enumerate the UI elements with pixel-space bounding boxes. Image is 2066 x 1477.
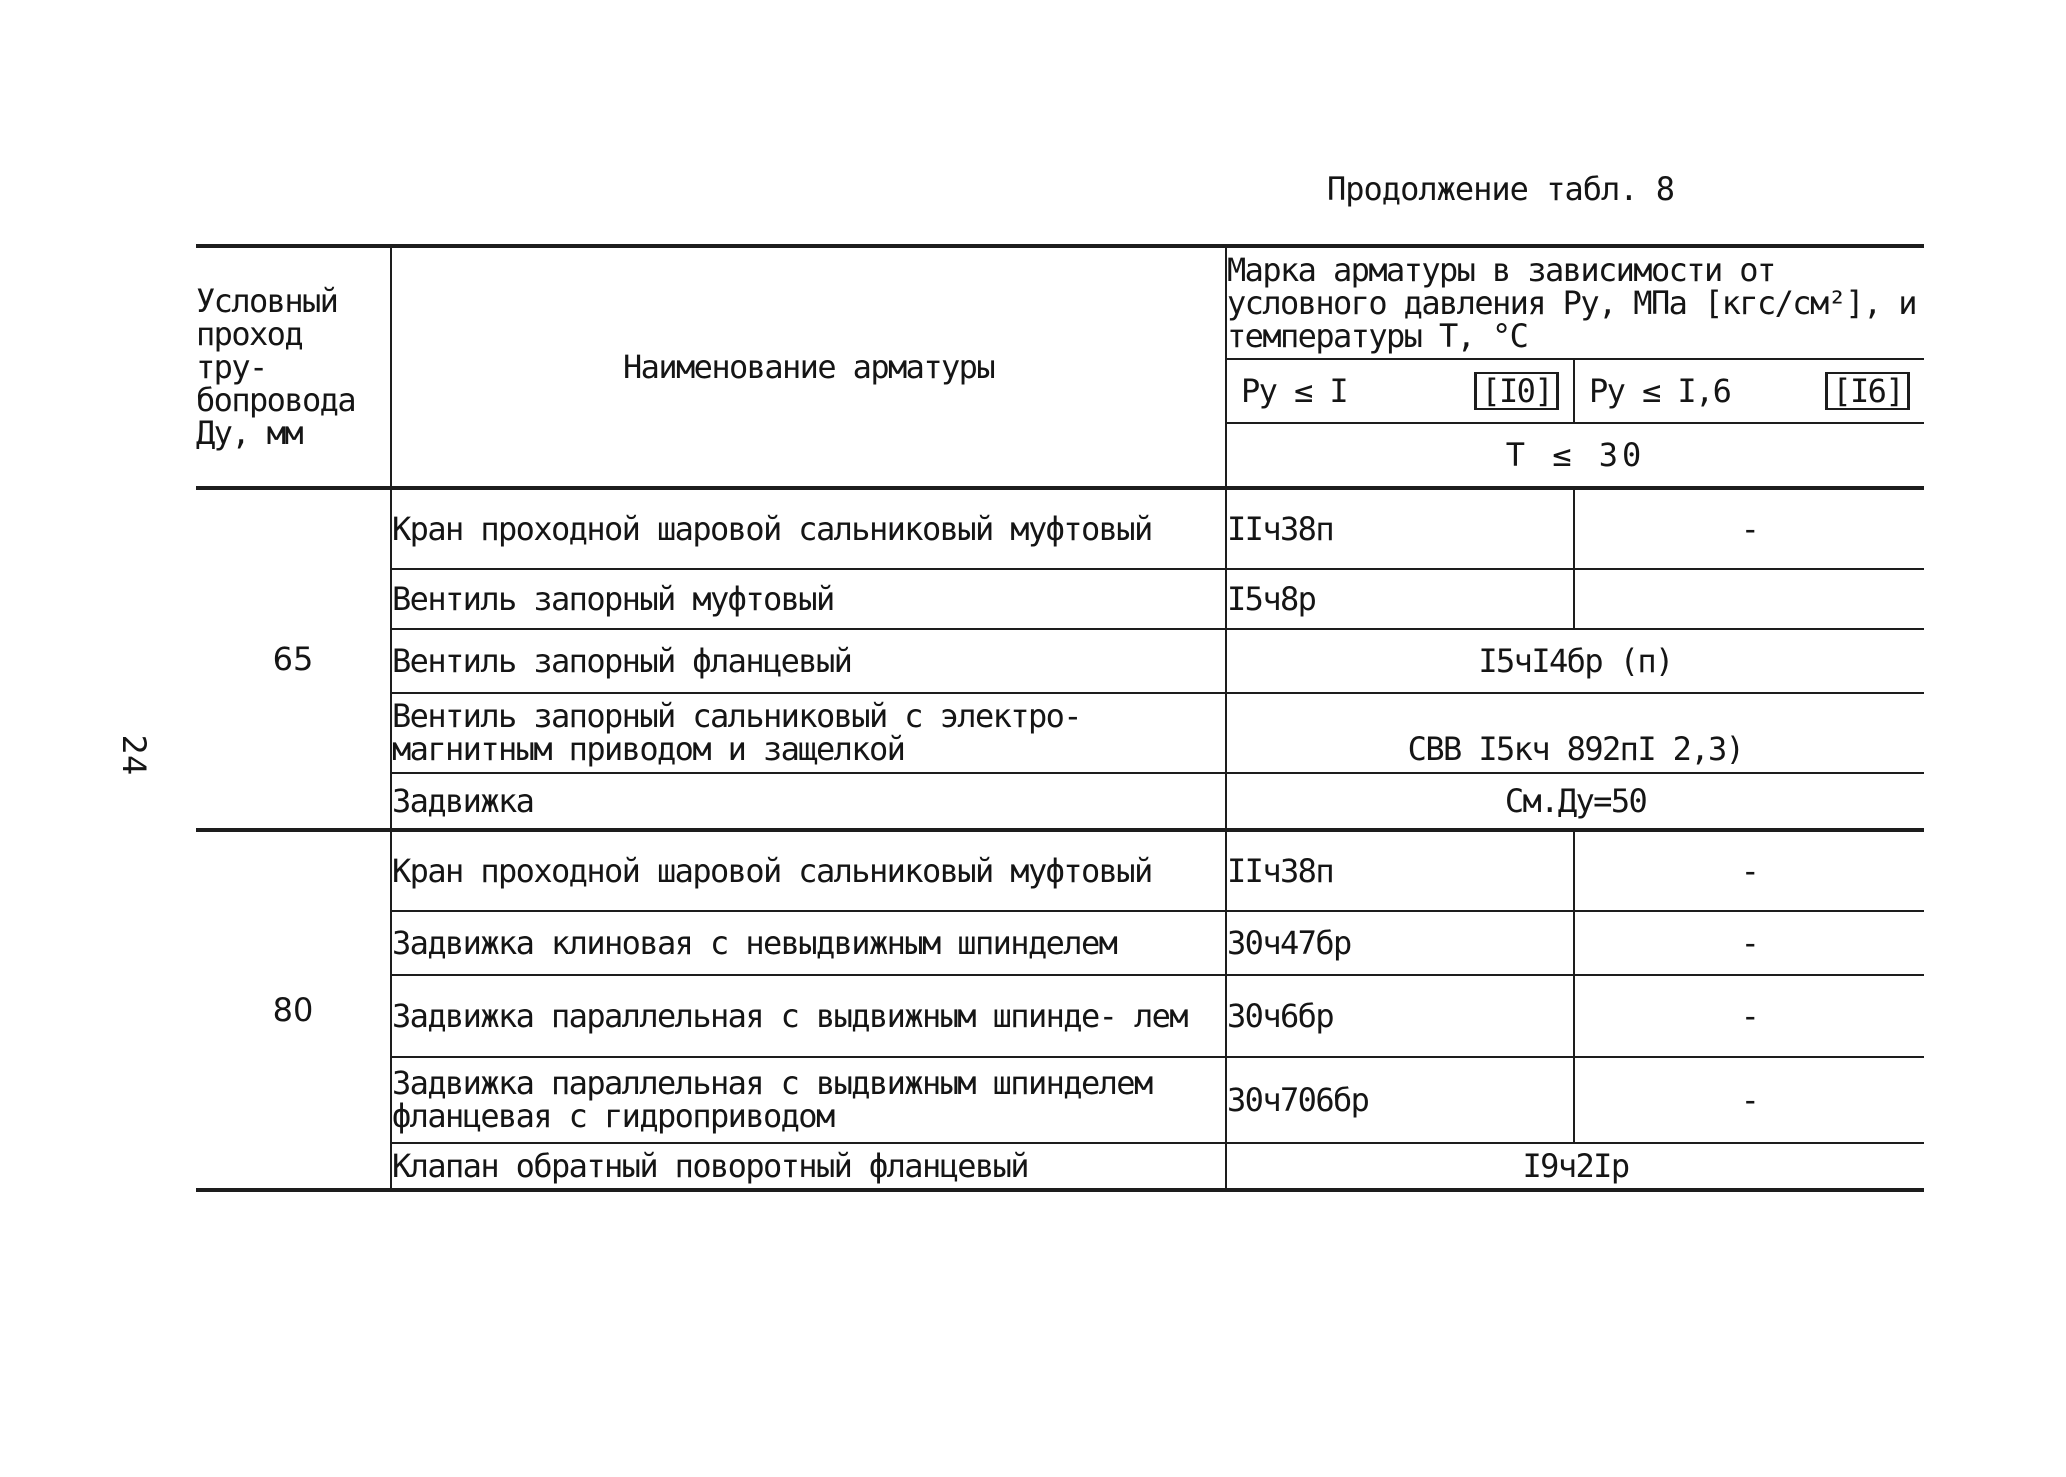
row-code-span: I9ч2Iр xyxy=(1226,1143,1924,1190)
row-name: Вентиль запорный фланцевый xyxy=(391,629,1226,693)
dn-65: 65 xyxy=(272,640,314,678)
table-caption: Продолжение табл. 8 xyxy=(1327,170,1675,208)
dn-80: 80 xyxy=(272,991,314,1029)
table-row xyxy=(196,629,1924,693)
table-row xyxy=(196,911,1924,975)
header-name: Наименование арматуры xyxy=(391,246,1226,488)
row-code-1: IIч38п xyxy=(1226,830,1574,911)
row-code-2: - xyxy=(1574,488,1924,569)
table-row xyxy=(196,1143,1924,1190)
row-name: Задвижка параллельная с выдвижным шпинде- лем xyxy=(391,975,1226,1057)
dn-value xyxy=(196,488,391,830)
header-pressure-2 xyxy=(1574,359,1924,423)
row-code-2 xyxy=(1574,569,1924,629)
pressure-2-label: Ру ≤ I,6 xyxy=(1589,372,1731,410)
table-row xyxy=(196,569,1924,629)
table-row xyxy=(196,975,1924,1057)
header-pressure-1 xyxy=(1226,359,1574,423)
row-code-1: IIч38п xyxy=(1226,488,1574,569)
row-name: Задвижка параллельная с выдвижным шпинделем фланцевая с гидроприводом xyxy=(391,1057,1226,1143)
row-code-span: См.Ду=50 xyxy=(1226,773,1924,830)
row-name: Кран проходной шаровой сальниковый муфтовый xyxy=(391,830,1226,911)
dn-value xyxy=(196,830,391,1190)
pressure-2-bracket: [I6] xyxy=(1825,372,1910,410)
row-code-2: - xyxy=(1574,975,1924,1057)
header-mark: Марка арматуры в зависимости от условного давления Ру, МПа [кгс/см²], и температуры Т, °С xyxy=(1226,246,1924,359)
header-dn: Условный проход тру- бопровода Ду, мм xyxy=(196,246,391,488)
row-code-span: I5чI4бр (п) xyxy=(1226,629,1924,693)
row-name: Задвижка клиновая с невыдвижным шпинделем xyxy=(391,911,1226,975)
row-code-1: 30ч6бр xyxy=(1226,975,1574,1057)
row-code-span: СВВ I5кч 892пI 2,3) xyxy=(1226,693,1924,773)
row-name: Кран проходной шаровой сальниковый муфтовый xyxy=(391,488,1226,569)
header-row xyxy=(196,246,1924,359)
row-name: Вентиль запорный сальниковый с электро- магнитным приводом и защелкой xyxy=(391,693,1226,773)
row-code-1: I5ч8р xyxy=(1226,569,1574,629)
page-number: 24 xyxy=(115,734,153,776)
row-name: Клапан обратный поворотный фланцевый xyxy=(391,1143,1226,1190)
table-row xyxy=(196,773,1924,830)
row-name: Задвижка xyxy=(391,773,1226,830)
row-code-2: - xyxy=(1574,830,1924,911)
header-temperature: Т ≤ 30 xyxy=(1226,423,1924,488)
row-code-2: - xyxy=(1574,1057,1924,1143)
table-row xyxy=(196,693,1924,773)
pressure-1-bracket: [I0] xyxy=(1474,372,1559,410)
pressure-1-label: Ру ≤ I xyxy=(1241,372,1347,410)
table-row xyxy=(196,1057,1924,1143)
table-row xyxy=(196,830,1924,911)
table-row xyxy=(196,488,1924,569)
row-code-2: - xyxy=(1574,911,1924,975)
row-name: Вентиль запорный муфтовый xyxy=(391,569,1226,629)
row-code-1: 30ч706бр xyxy=(1226,1057,1574,1143)
row-code-1: 30ч47бр xyxy=(1226,911,1574,975)
fittings-table xyxy=(196,244,1924,1192)
